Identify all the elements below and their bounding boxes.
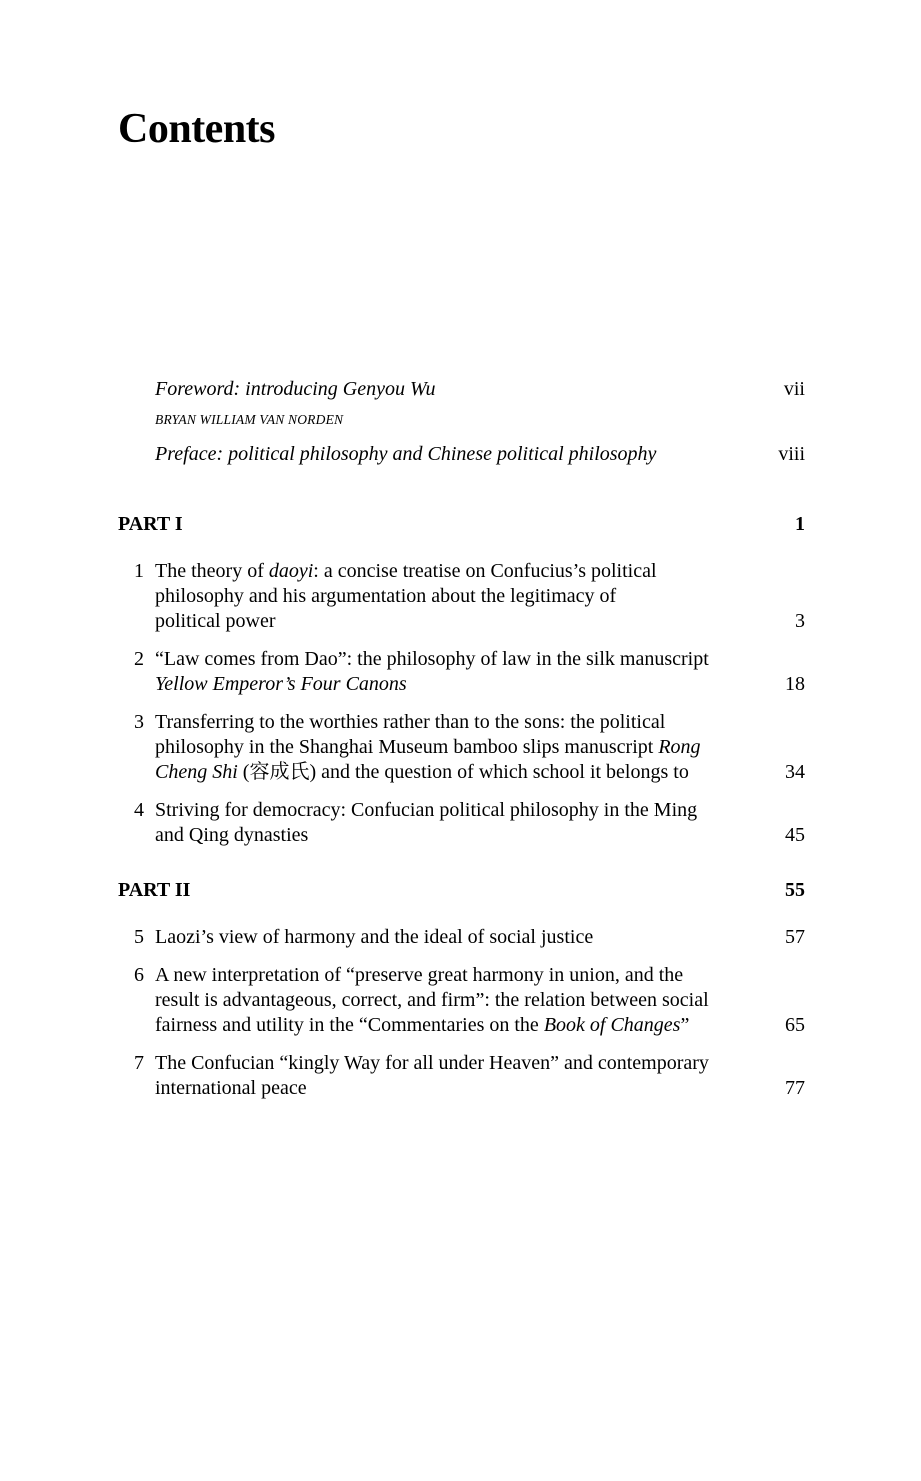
- toc-chapter: [118, 647, 805, 697]
- page-title: Contents: [118, 106, 276, 152]
- chapter-title-line: [155, 963, 785, 988]
- title-segment: Transferring to the worthies rather than to the sons: the political: [155, 711, 666, 733]
- chapter-title: [155, 925, 785, 950]
- page-number: 3: [795, 610, 805, 632]
- page-number: 18: [785, 673, 805, 695]
- title-segment: (容成氏) and the question of which school it belongs to: [237, 761, 689, 783]
- toc-chapter: [118, 925, 805, 950]
- title-segment: : a concise treatise on Confucius’s political: [313, 560, 657, 582]
- chapter-title-line: [155, 1076, 785, 1101]
- title-segment: philosophy and his argumentation about the legitimacy of: [155, 585, 617, 607]
- chapter-number: 3: [134, 711, 144, 733]
- title-segment: The theory of: [155, 560, 269, 582]
- title-segment: political power: [155, 610, 276, 632]
- chapter-title-line: [155, 584, 795, 609]
- part-heading: [118, 512, 805, 537]
- chapter-title-line: [155, 1051, 785, 1076]
- page-number: 1: [795, 513, 805, 535]
- title-segment: Cheng Shi: [155, 761, 238, 783]
- title-segment: result is advantageous, correct, and firm”: the relation between social: [155, 989, 709, 1011]
- title-segment: ”: [680, 1014, 690, 1036]
- contents-page: [0, 100, 805, 1101]
- front-matter-title: Preface: political philosophy and Chinese political philosophy: [155, 443, 657, 465]
- title-segment: and Qing dynasties: [155, 824, 309, 846]
- chapter-title: [155, 1051, 785, 1101]
- title-segment: “Law comes from Dao”: the philosophy of law in the silk manuscript: [155, 648, 709, 670]
- title-segment: international peace: [155, 1077, 307, 1099]
- chapter-title: [155, 559, 795, 634]
- chapter-title: [155, 647, 785, 697]
- toc-chapter: [118, 710, 805, 785]
- front-matter-item: [118, 377, 805, 428]
- page-number: 57: [785, 926, 805, 948]
- page-number: 34: [785, 761, 805, 783]
- front-matter-author: BRYAN WILLIAM VAN NORDEN: [155, 412, 344, 427]
- title-segment: Striving for democracy: Confucian political philosophy in the Ming: [155, 799, 698, 821]
- chapter-number: 7: [134, 1052, 144, 1074]
- front-matter-title: Foreword: introducing Genyou Wu: [155, 378, 436, 400]
- front-matter-row: [118, 377, 805, 402]
- toc-chapter: [118, 963, 805, 1038]
- title-segment: philosophy in the Shanghai Museum bamboo slips manuscript: [155, 736, 659, 758]
- chapter-title-line: [155, 988, 785, 1013]
- title-segment: Rong: [658, 736, 701, 758]
- title-segment: The Confucian “kingly Way for all under Heaven” and contemporary: [155, 1052, 709, 1074]
- chapter-title-line: [155, 1013, 785, 1038]
- toc-parts-list: [118, 512, 805, 1101]
- toc-chapter: [118, 798, 805, 848]
- page-number: 45: [785, 824, 805, 846]
- chapter-number: 5: [134, 926, 144, 948]
- front-matter-item: [118, 442, 805, 467]
- page-number: 77: [785, 1077, 805, 1099]
- chapter-title-line: [155, 925, 785, 950]
- chapter-title-line: [155, 798, 785, 823]
- chapter-title-line: [155, 559, 795, 584]
- toc-chapter: [118, 1051, 805, 1101]
- title-segment: A new interpretation of “preserve great harmony in union, and the: [155, 964, 684, 986]
- part-label: PART I: [118, 513, 183, 535]
- page-number: vii: [783, 378, 805, 400]
- chapter-title-line: [155, 710, 785, 735]
- chapter-title-line: [155, 672, 785, 697]
- front-matter-row: [118, 442, 805, 467]
- chapter-title-line: [155, 647, 785, 672]
- part-label: PART II: [118, 879, 191, 901]
- chapter-number: 6: [134, 964, 144, 986]
- chapter-title: [155, 710, 785, 785]
- part-heading: [118, 878, 805, 903]
- chapter-title-line: [155, 735, 785, 760]
- chapter-title-line: [155, 760, 785, 785]
- title-segment: Laozi’s view of harmony and the ideal of social justice: [155, 926, 594, 948]
- toc-chapter: [118, 559, 805, 634]
- chapter-number: 1: [134, 560, 144, 582]
- chapter-title: [155, 798, 785, 848]
- chapter-title-line: [155, 609, 795, 634]
- front-matter-list: [118, 377, 805, 467]
- chapter-number: 4: [134, 799, 144, 821]
- chapter-number: 2: [134, 648, 144, 670]
- title-segment: daoyi: [268, 560, 314, 582]
- page-number: 65: [785, 1014, 805, 1036]
- page-number: viii: [778, 443, 805, 465]
- chapter-title: [155, 963, 785, 1038]
- page-number: 55: [785, 879, 805, 901]
- title-segment: Book of Changes: [543, 1014, 681, 1036]
- title-segment: fairness and utility in the “Commentaries on the: [155, 1014, 544, 1036]
- chapter-title-line: [155, 823, 785, 848]
- title-segment: Yellow Emperor’s Four Canons: [155, 673, 407, 695]
